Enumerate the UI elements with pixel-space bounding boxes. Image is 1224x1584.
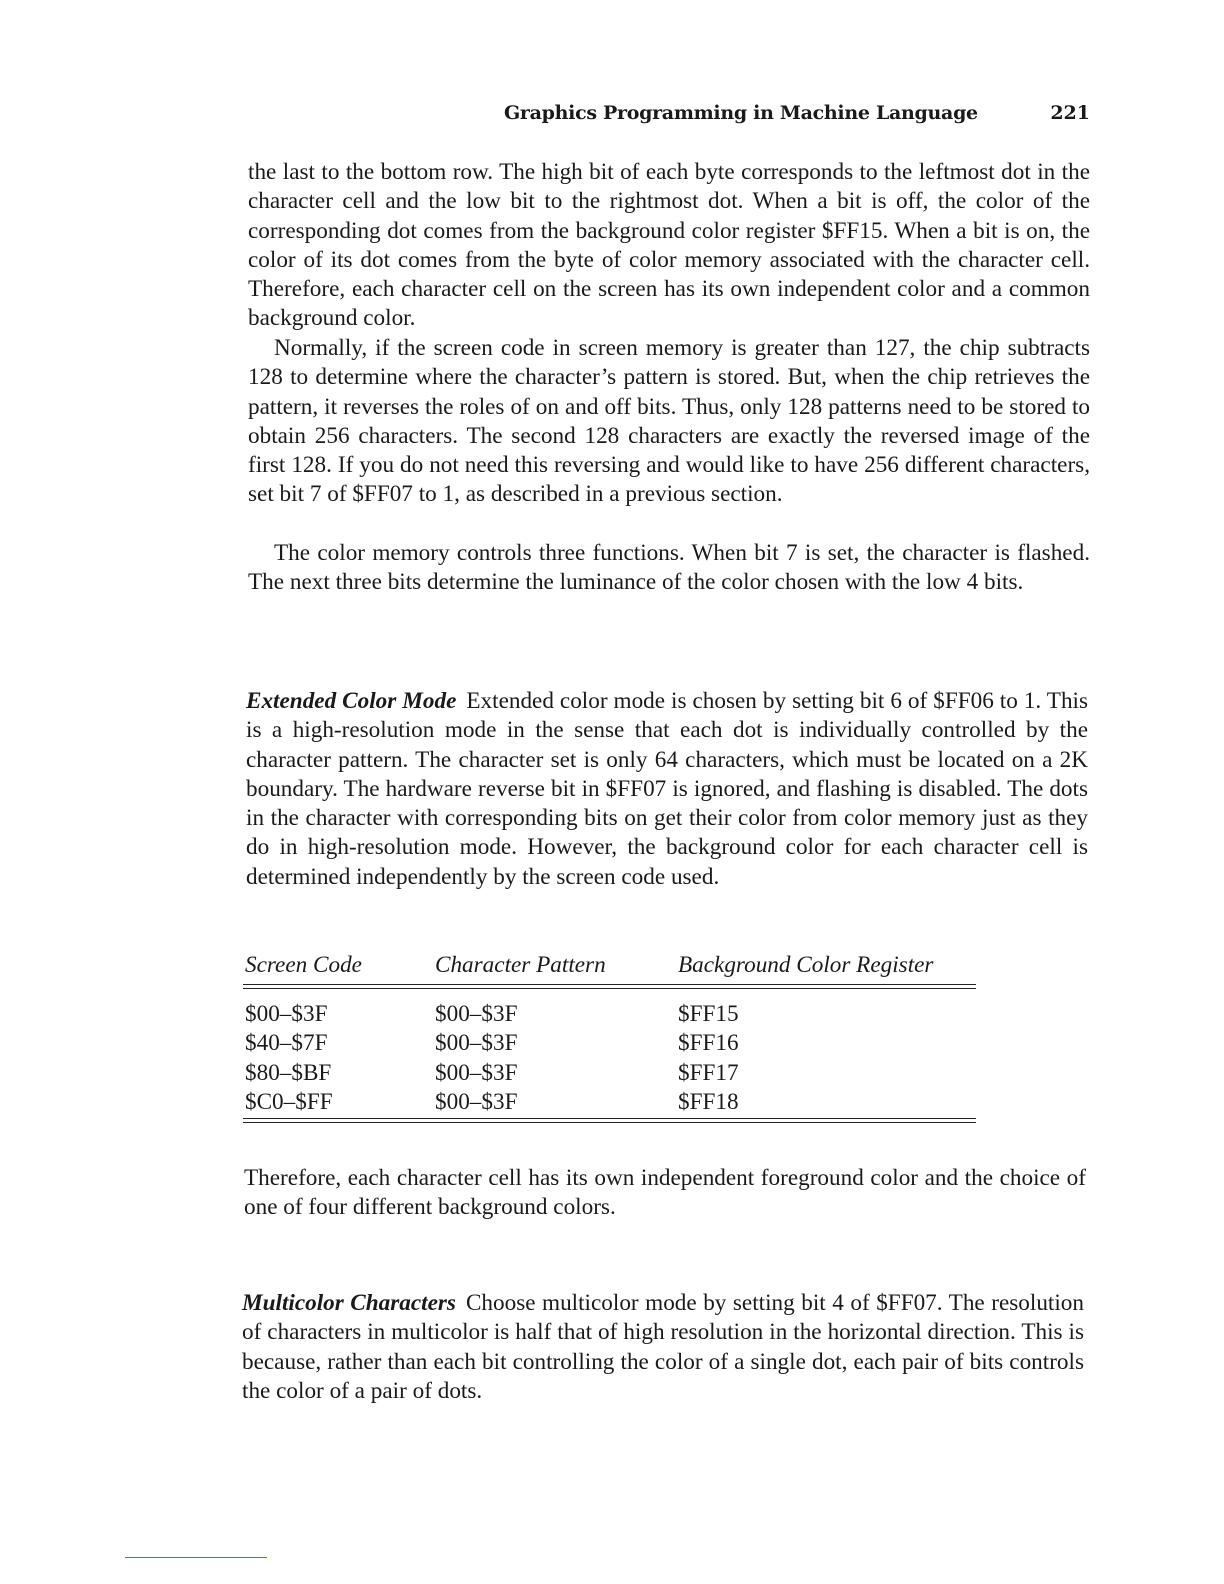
table-header-row (243, 950, 976, 984)
section-heading-extended-color-mode: Extended Color Mode (246, 688, 457, 714)
table-cell: $40–$7F (245, 1030, 328, 1057)
table-cell: $C0–$FF (245, 1088, 333, 1115)
section-multicolor-characters (242, 1289, 1084, 1406)
running-header (500, 100, 1092, 132)
section-heading-multicolor-characters: Multicolor Characters (242, 1290, 456, 1316)
table-cell: $FF17 (678, 1059, 739, 1086)
table-cell: $00–$3F (435, 1001, 518, 1027)
table-cell: $FF18 (678, 1088, 739, 1115)
running-title: Graphics Programming in Machine Language (504, 102, 978, 124)
table-footer-rule (243, 1118, 976, 1123)
table-cell: $00–$3F (245, 1001, 328, 1027)
table-row (243, 1028, 976, 1057)
table-cell: $80–$BF (245, 1059, 332, 1086)
footer-rule (125, 1557, 267, 1558)
table-row (243, 1058, 976, 1087)
table-header-character-pattern: Character Pattern (435, 952, 606, 978)
table-body (243, 989, 976, 1118)
paragraph-3: The color memory controls three functions. When bit 7 is set, the character is flashed. The next three bits determine the luminance of the color chosen with the low 4 bits. (248, 540, 1090, 596)
paragraph-6: Choose multicolor mode by setting bit 4 of $FF07. The resolution of characters in multicolor is half that of high resolution in the horizontal direction. This is because, rather than each bit controlling the color of a single dot, each pair of bits controls the color of a pair of dots. (242, 1290, 1084, 1404)
paragraph-2: Normally, if the screen code in screen memory is greater than 127, the chip subtracts 128 to determine where the character’s pattern is stored. But, when the chip retrieves the pattern, it reverses the roles of on and off bits. Thus, only 128 patterns need to be stored to obtain 256 characters. The second 128 characters are exactly the reversed image of the first 128. If you do not need this reversing and would like to have 256 different characters, set bit 7 of $FF07 to 1, as described in a previous section. (248, 335, 1090, 508)
section-extended-color-mode (246, 687, 1088, 892)
page-number: 221 (1050, 102, 1090, 124)
screen-code-table (243, 950, 976, 1123)
table-header-background-color-register: Background Color Register (678, 952, 934, 978)
table-row (243, 1087, 976, 1116)
table-row (243, 999, 976, 1028)
paragraph-1: the last to the bottom row. The high bit of each byte corresponds to the leftmost dot in the character cell and the low bit to the rightmost dot. When a bit is off, the color of the corresponding dot comes from the background color register $FF15. When a bit is on, the color of its dot comes from the byte of color memory associated with the character cell. Therefore, each character cell on the screen has its own independent color and a common background color. (248, 159, 1090, 332)
table-header-screen-code: Screen Code (245, 952, 362, 978)
table-cell: $FF15 (678, 1001, 739, 1027)
table-cell: $00–$3F (435, 1030, 518, 1057)
paragraph-4: Extended color mode is chosen by setting bit 6 of $FF06 to 1. This is a high-resolution mode in the sense that each dot is individually controlled by the character pattern. The character set is only 64 characters, which must be located on a 2K boundary. The hardware reverse bit in $FF07 is ignored, and flashing is disabled. The dots in the character with corresponding bits on get their color from color memory just as they do in high-resolution mode. However, the background color for each character cell is determined independently by the screen code used. (246, 688, 1088, 890)
paragraph-5: Therefore, each character cell has its own independent foreground color and the choice of one of four different background colors. (244, 1165, 1086, 1221)
table-cell: $00–$3F (435, 1088, 518, 1115)
table-cell: $00–$3F (435, 1059, 518, 1086)
table-cell: $FF16 (678, 1030, 739, 1057)
